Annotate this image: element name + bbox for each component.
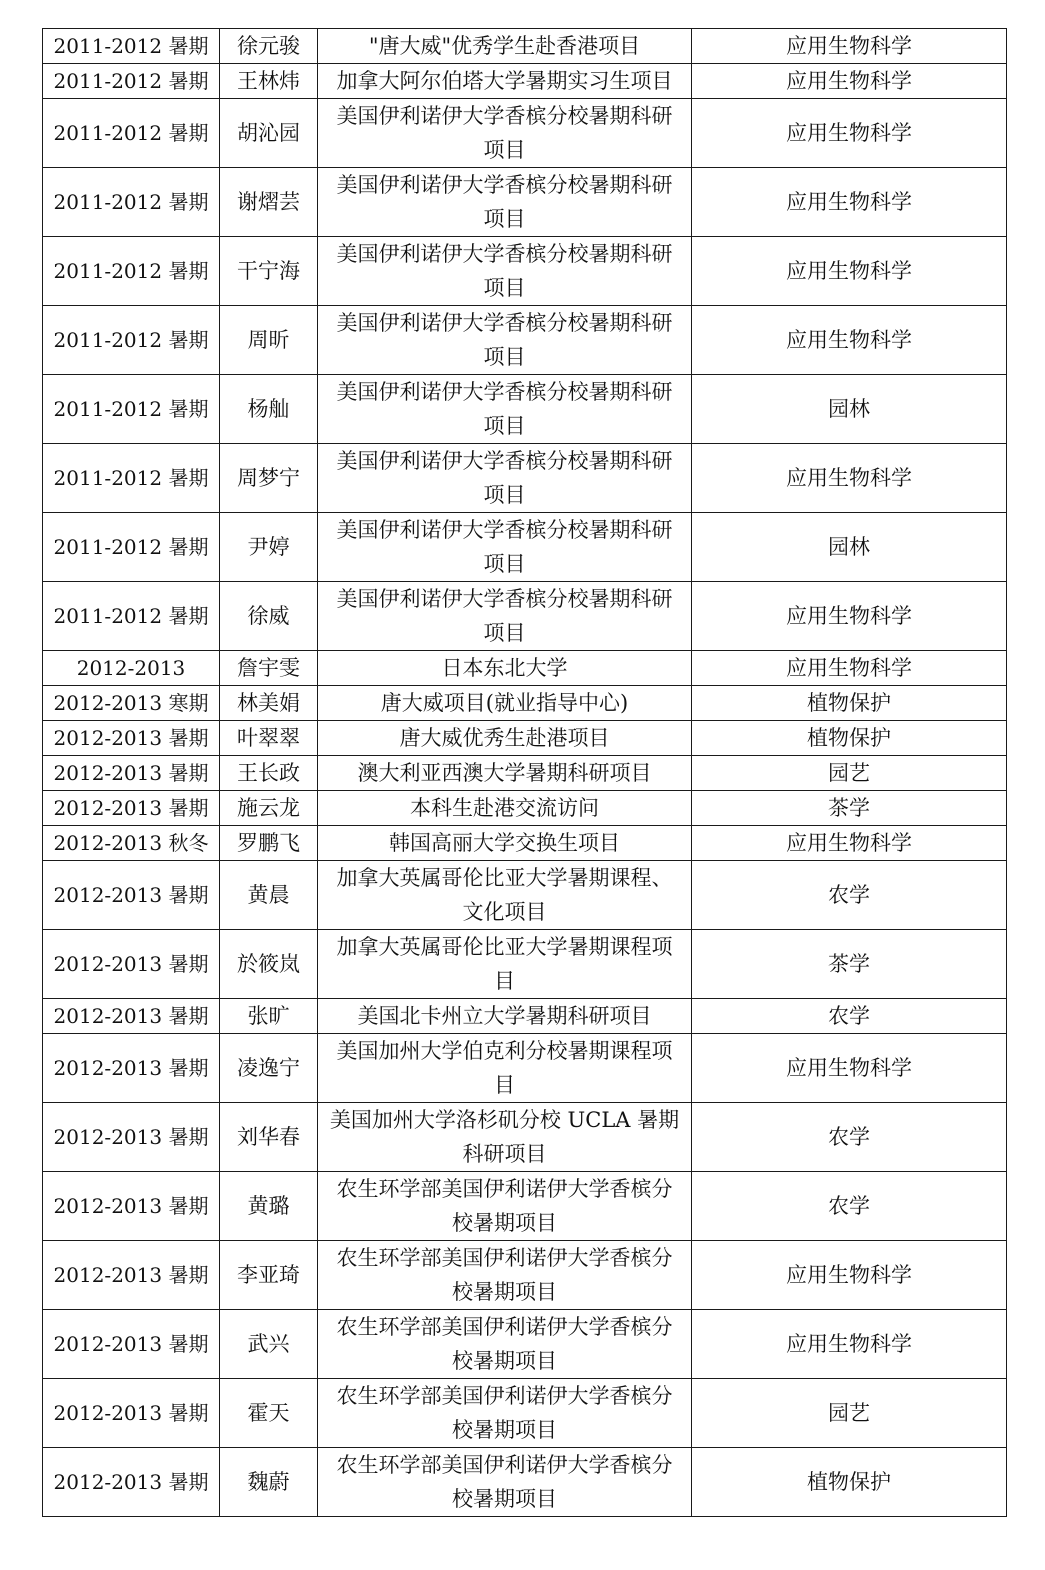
major-cell: 应用生物科学: [692, 306, 1007, 375]
period-cell: 2012-2013 暑期: [43, 1310, 220, 1379]
project-cell: 本科生赴港交流访问: [318, 791, 692, 826]
major-cell: 应用生物科学: [692, 582, 1007, 651]
student-name-cell: 詹宇雯: [220, 651, 318, 686]
major-cell: 植物保护: [692, 721, 1007, 756]
period-cell: 2012-2013: [43, 651, 220, 686]
table-row: [43, 756, 1007, 791]
project-cell: "唐大威"优秀学生赴香港项目: [318, 29, 692, 64]
period-cell: 2011-2012 暑期: [43, 237, 220, 306]
table-row: [43, 1172, 1007, 1241]
period-cell: 2011-2012 暑期: [43, 444, 220, 513]
student-name-cell: 徐威: [220, 582, 318, 651]
major-cell: 园艺: [692, 1379, 1007, 1448]
period-cell: 2012-2013 暑期: [43, 1241, 220, 1310]
period-cell: 2011-2012 暑期: [43, 306, 220, 375]
roster-body: [43, 29, 1007, 1517]
major-cell: 应用生物科学: [692, 826, 1007, 861]
student-name-cell: 霍天: [220, 1379, 318, 1448]
student-name-cell: 张旷: [220, 999, 318, 1034]
student-name-cell: 黄晨: [220, 861, 318, 930]
table-row: [43, 1310, 1007, 1379]
project-cell: 唐大威优秀生赴港项目: [318, 721, 692, 756]
period-cell: 2011-2012 暑期: [43, 513, 220, 582]
table-row: [43, 29, 1007, 64]
student-name-cell: 王林炜: [220, 64, 318, 99]
exchange-roster-table: [42, 28, 1007, 1517]
table-row: [43, 826, 1007, 861]
period-cell: 2011-2012 暑期: [43, 64, 220, 99]
period-cell: 2012-2013 秋冬: [43, 826, 220, 861]
student-name-cell: 凌逸宁: [220, 1034, 318, 1103]
student-name-cell: 胡沁园: [220, 99, 318, 168]
table-row: [43, 1379, 1007, 1448]
project-cell: 美国伊利诺伊大学香槟分校暑期科研项目: [318, 306, 692, 375]
table-row: [43, 651, 1007, 686]
table-row: [43, 64, 1007, 99]
project-cell: 农生环学部美国伊利诺伊大学香槟分校暑期项目: [318, 1241, 692, 1310]
period-cell: 2012-2013 暑期: [43, 1172, 220, 1241]
student-name-cell: 魏蔚: [220, 1448, 318, 1517]
table-row: [43, 999, 1007, 1034]
table-row: [43, 1103, 1007, 1172]
major-cell: 农学: [692, 861, 1007, 930]
project-cell: 美国加州大学洛杉矶分校 UCLA 暑期科研项目: [318, 1103, 692, 1172]
period-cell: 2012-2013 寒期: [43, 686, 220, 721]
table-row: [43, 375, 1007, 444]
table-row: [43, 1448, 1007, 1517]
project-cell: 美国伊利诺伊大学香槟分校暑期科研项目: [318, 168, 692, 237]
table-row: [43, 513, 1007, 582]
period-cell: 2012-2013 暑期: [43, 1379, 220, 1448]
table-row: [43, 721, 1007, 756]
project-cell: 美国伊利诺伊大学香槟分校暑期科研项目: [318, 375, 692, 444]
major-cell: 应用生物科学: [692, 237, 1007, 306]
project-cell: 美国加州大学伯克利分校暑期课程项目: [318, 1034, 692, 1103]
project-cell: 美国伊利诺伊大学香槟分校暑期科研项目: [318, 237, 692, 306]
project-cell: 美国伊利诺伊大学香槟分校暑期科研项目: [318, 99, 692, 168]
table-row: [43, 444, 1007, 513]
student-name-cell: 武兴: [220, 1310, 318, 1379]
major-cell: 农学: [692, 999, 1007, 1034]
major-cell: 应用生物科学: [692, 1241, 1007, 1310]
project-cell: 美国北卡州立大学暑期科研项目: [318, 999, 692, 1034]
project-cell: 农生环学部美国伊利诺伊大学香槟分校暑期项目: [318, 1379, 692, 1448]
student-name-cell: 黄璐: [220, 1172, 318, 1241]
student-name-cell: 林美娟: [220, 686, 318, 721]
major-cell: 茶学: [692, 930, 1007, 999]
project-cell: 美国伊利诺伊大学香槟分校暑期科研项目: [318, 513, 692, 582]
table-row: [43, 99, 1007, 168]
major-cell: 应用生物科学: [692, 1034, 1007, 1103]
project-cell: 日本东北大学: [318, 651, 692, 686]
period-cell: 2012-2013 暑期: [43, 1448, 220, 1517]
table-row: [43, 168, 1007, 237]
major-cell: 农学: [692, 1172, 1007, 1241]
period-cell: 2012-2013 暑期: [43, 791, 220, 826]
table-row: [43, 1241, 1007, 1310]
student-name-cell: 谢熠芸: [220, 168, 318, 237]
period-cell: 2011-2012 暑期: [43, 29, 220, 64]
major-cell: 应用生物科学: [692, 99, 1007, 168]
table-row: [43, 306, 1007, 375]
student-name-cell: 王长政: [220, 756, 318, 791]
period-cell: 2011-2012 暑期: [43, 582, 220, 651]
project-cell: 美国伊利诺伊大学香槟分校暑期科研项目: [318, 444, 692, 513]
table-row: [43, 1034, 1007, 1103]
major-cell: 应用生物科学: [692, 1310, 1007, 1379]
project-cell: 农生环学部美国伊利诺伊大学香槟分校暑期项目: [318, 1310, 692, 1379]
major-cell: 园艺: [692, 756, 1007, 791]
student-name-cell: 叶翠翠: [220, 721, 318, 756]
project-cell: 农生环学部美国伊利诺伊大学香槟分校暑期项目: [318, 1448, 692, 1517]
major-cell: 应用生物科学: [692, 168, 1007, 237]
period-cell: 2012-2013 暑期: [43, 1034, 220, 1103]
project-cell: 加拿大英属哥伦比亚大学暑期课程、文化项目: [318, 861, 692, 930]
period-cell: 2011-2012 暑期: [43, 375, 220, 444]
student-name-cell: 李亚琦: [220, 1241, 318, 1310]
table-row: [43, 791, 1007, 826]
period-cell: 2012-2013 暑期: [43, 930, 220, 999]
table-row: [43, 582, 1007, 651]
student-name-cell: 周梦宁: [220, 444, 318, 513]
project-cell: 加拿大阿尔伯塔大学暑期实习生项目: [318, 64, 692, 99]
student-name-cell: 罗鹏飞: [220, 826, 318, 861]
major-cell: 应用生物科学: [692, 651, 1007, 686]
student-name-cell: 於筱岚: [220, 930, 318, 999]
period-cell: 2011-2012 暑期: [43, 168, 220, 237]
table-row: [43, 237, 1007, 306]
student-name-cell: 徐元骏: [220, 29, 318, 64]
project-cell: 加拿大英属哥伦比亚大学暑期课程项目: [318, 930, 692, 999]
period-cell: 2012-2013 暑期: [43, 756, 220, 791]
table-row: [43, 930, 1007, 999]
project-cell: 韩国高丽大学交换生项目: [318, 826, 692, 861]
student-name-cell: 周昕: [220, 306, 318, 375]
student-name-cell: 刘华春: [220, 1103, 318, 1172]
student-name-cell: 干宁海: [220, 237, 318, 306]
major-cell: 园林: [692, 375, 1007, 444]
project-cell: 唐大威项目(就业指导中心): [318, 686, 692, 721]
major-cell: 农学: [692, 1103, 1007, 1172]
table-row: [43, 861, 1007, 930]
period-cell: 2011-2012 暑期: [43, 99, 220, 168]
student-name-cell: 杨舢: [220, 375, 318, 444]
table-row: [43, 686, 1007, 721]
major-cell: 植物保护: [692, 686, 1007, 721]
period-cell: 2012-2013 暑期: [43, 999, 220, 1034]
major-cell: 应用生物科学: [692, 29, 1007, 64]
major-cell: 园林: [692, 513, 1007, 582]
student-name-cell: 尹婷: [220, 513, 318, 582]
period-cell: 2012-2013 暑期: [43, 861, 220, 930]
major-cell: 应用生物科学: [692, 444, 1007, 513]
project-cell: 美国伊利诺伊大学香槟分校暑期科研项目: [318, 582, 692, 651]
project-cell: 澳大利亚西澳大学暑期科研项目: [318, 756, 692, 791]
period-cell: 2012-2013 暑期: [43, 721, 220, 756]
major-cell: 应用生物科学: [692, 64, 1007, 99]
period-cell: 2012-2013 暑期: [43, 1103, 220, 1172]
student-name-cell: 施云龙: [220, 791, 318, 826]
major-cell: 茶学: [692, 791, 1007, 826]
major-cell: 植物保护: [692, 1448, 1007, 1517]
project-cell: 农生环学部美国伊利诺伊大学香槟分校暑期项目: [318, 1172, 692, 1241]
